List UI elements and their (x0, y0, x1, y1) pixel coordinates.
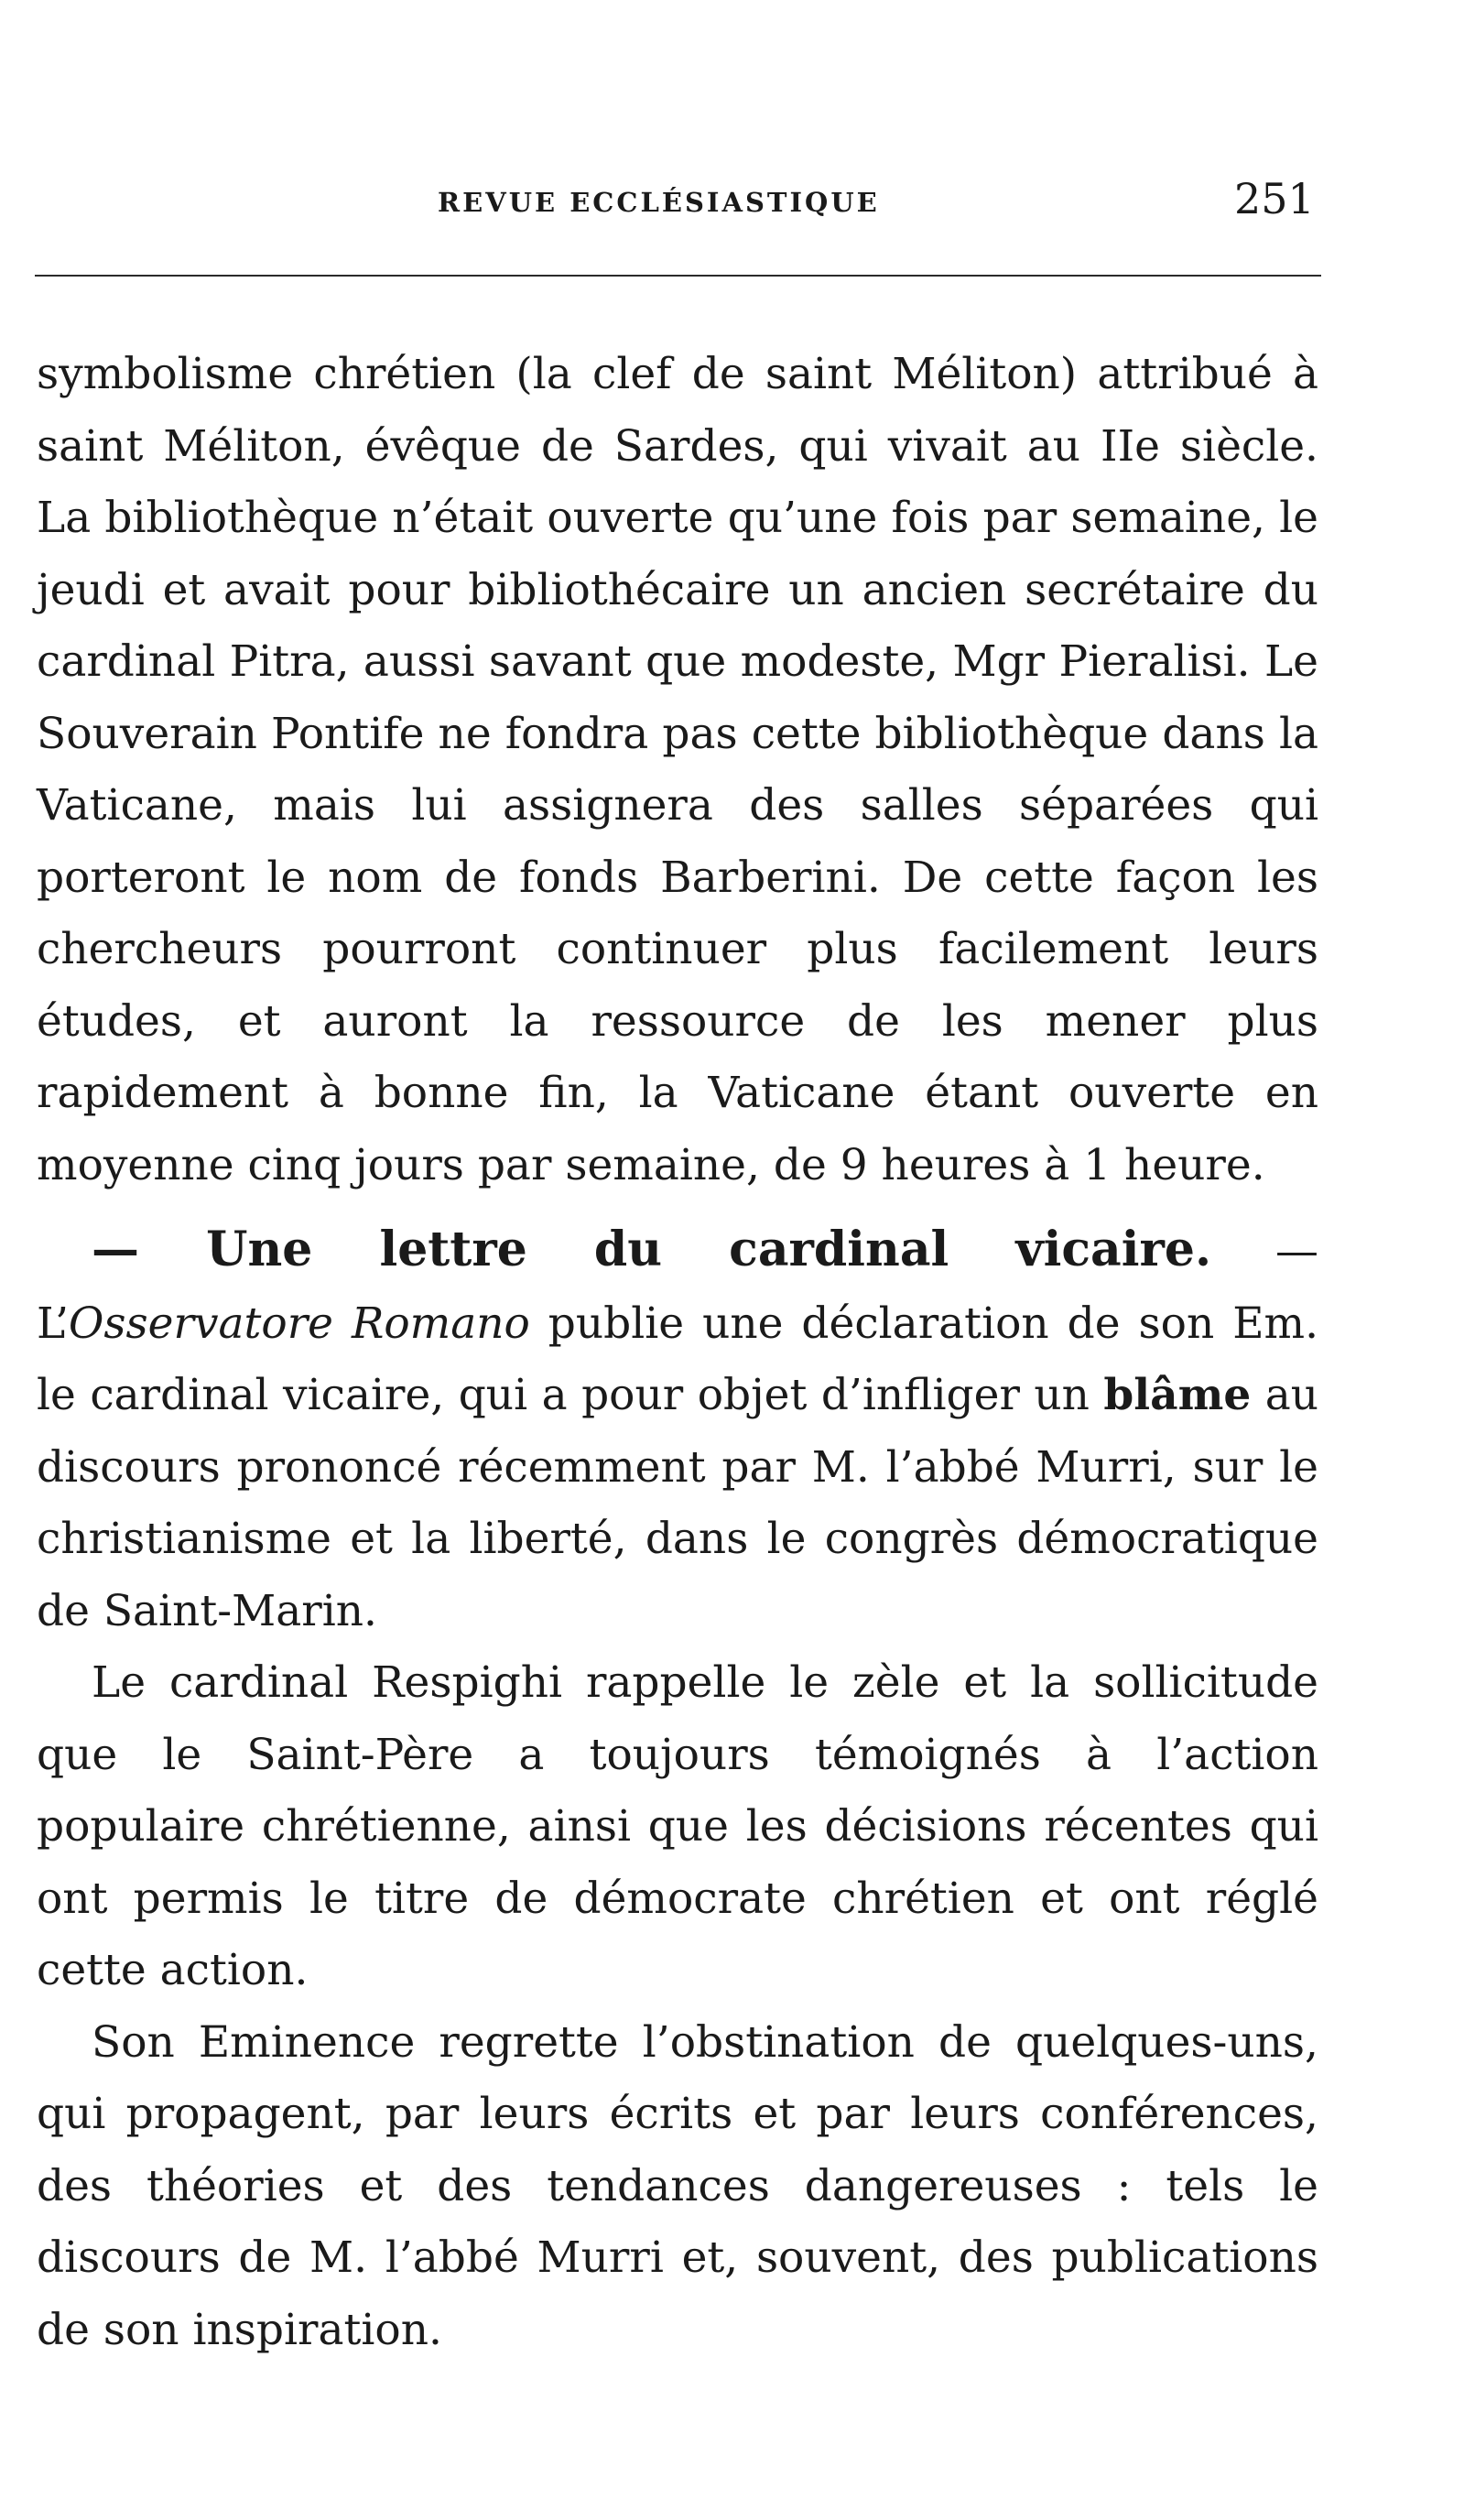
paragraph-3: Le cardinal Respighi rappelle le zèle et la sollicitude que le Saint-Père a toujours témoignés à l’action populaire chrétienne, ainsi que les décisions récentes qui ont permis le titre de démocrate chrétien et ont réglé cette action. (37, 1657, 1318, 1995)
paragraph-2-blame: blâme (1103, 1370, 1252, 1420)
page-number: 251 (1234, 174, 1315, 223)
paragraph-2-text-a: publie une déclaration de son Em. le cardinal vicaire, qui a pour objet d’infliger un (37, 1298, 1319, 1420)
paragraph-2-text-b: au discours prononcé récemment par M. l’abbé Murri, sur le christianisme et la liberté, dans le congrès démocratique de Saint-Marin. (37, 1370, 1319, 1636)
paragraph-2 (37, 1214, 1318, 1647)
section-title: — Une lettre du cardinal vicaire. (92, 1222, 1212, 1277)
running-head (0, 174, 1475, 227)
paragraph-1: symbolisme chrétien (la clef de saint Méliton) attribué à saint Méliton, évêque de Sardes, qui vivait au IIe siècle. La bibliothèque n’était ouverte qu’une fois par semaine, le jeudi et avait pour bibliothécaire un ancien secrétaire du cardinal Pitra, aussi savant que modeste, Mgr Pieralisi. Le Souverain Pontife ne fondra pas cette bibliothèque dans la Vaticane, mais lui assignera des salles séparées qui porteront le nom de fonds Barberini. De cette façon les chercheurs pourront continuer plus facilement leurs études, et auront la ressource de les mener plus rapidement à bonne fin, la Vaticane étant ouverte en moyenne cinq jours par semaine, de 9 heures à 1 heure. (37, 349, 1318, 1190)
running-title: REVUE ECCLÉSIASTIQUE (438, 187, 880, 218)
body-text (37, 339, 1318, 2366)
paragraph-4: Son Eminence regrette l’obstination de quelques-uns, qui propagent, par leurs écrits et par leurs conférences, des théories et des tendances dangereuses : tels le discours de M. l’abbé Murri et, souvent, des publications de son inspiration. (37, 2016, 1318, 2355)
header-rule (35, 275, 1321, 277)
journal-title: Osservatore Romano (68, 1298, 530, 1349)
paragraph-2-dash: — L’ (37, 1226, 1318, 1349)
